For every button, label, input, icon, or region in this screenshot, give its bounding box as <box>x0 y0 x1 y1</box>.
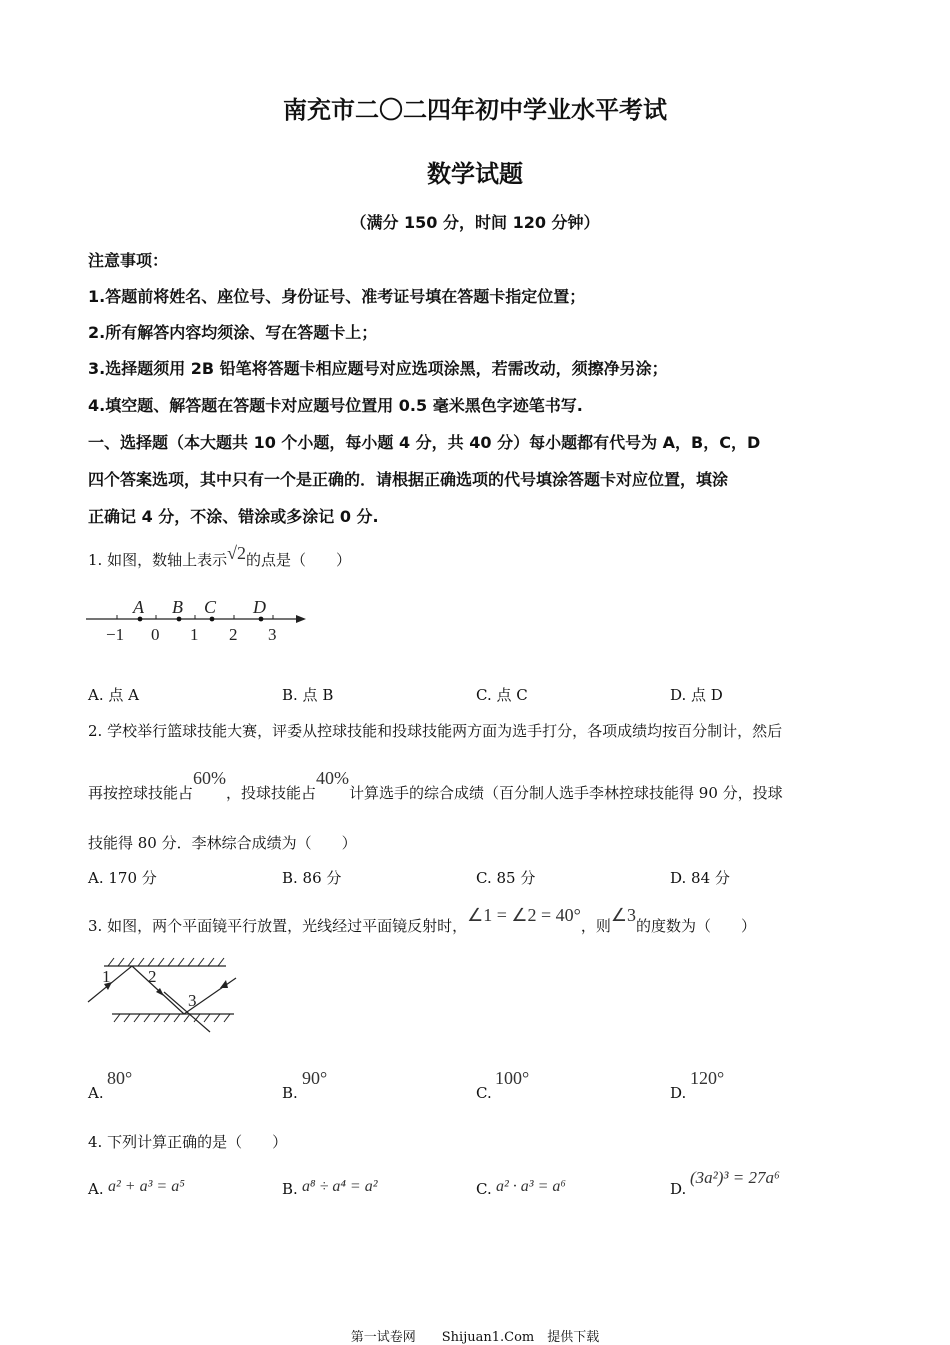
q4-option-b-letter[interactable]: B. <box>282 1180 298 1198</box>
q1-option-b[interactable]: B. 点 B <box>282 686 334 704</box>
tick-label: 3 <box>268 625 277 644</box>
q2-option-b[interactable]: B. 86 分 <box>282 869 342 887</box>
question-1-stem: 1. 如图，数轴上表示√2的点是（ ） <box>88 543 351 569</box>
notes-heading: 注意事项： <box>88 251 169 270</box>
q3-option-d-value[interactable]: 120° <box>690 1068 725 1088</box>
q3-option-c-letter[interactable]: C. <box>476 1084 492 1102</box>
point-label: B <box>172 597 183 617</box>
q3-option-b-letter[interactable]: B. <box>282 1084 298 1102</box>
mirror-figure <box>84 952 254 1038</box>
tick-label: 2 <box>229 625 238 644</box>
point-label: A <box>133 597 144 617</box>
point-label: D <box>253 597 266 617</box>
pct-60-math: 60% <box>193 768 227 788</box>
section-instructions-line: 四个答案选项，其中只有一个是正确的．请根据正确选项的代号填涂答题卡对应位置，填涂 <box>88 470 729 489</box>
angle-equation: ∠1 = ∠2 = 40° <box>467 905 581 925</box>
q4-option-a-letter[interactable]: A. <box>88 1180 104 1198</box>
footer-credit: 第一试卷网 Shijuan1.Com 提供下载 <box>350 1330 600 1345</box>
q3-option-a-letter[interactable]: A. <box>88 1084 104 1102</box>
q4-option-c-math[interactable]: a² · a³ = a⁶ <box>496 1178 566 1195</box>
number-line-figure <box>84 594 314 650</box>
point-label: C <box>204 597 217 617</box>
section-instructions-line: 正确记 4 分，不涂、错涂或多涂记 0 分. <box>88 507 379 526</box>
angle-label: 1 <box>102 967 111 986</box>
q3-option-a-value[interactable]: 80° <box>107 1068 133 1088</box>
tick-label: 0 <box>151 625 160 644</box>
section-instructions-line: 一、选择题（本大题共 10 个小题，每小题 4 分，共 40 分）每小题都有代号为 A，B，C，D <box>88 433 761 452</box>
q3-option-b-value[interactable]: 90° <box>302 1068 328 1088</box>
q2-option-d[interactable]: D. 84 分 <box>670 869 730 887</box>
note-item: 2.所有解答内容均须涂、写在答题卡上； <box>88 323 378 342</box>
q2-option-c[interactable]: C. 85 分 <box>476 869 536 887</box>
angle-label: 3 <box>188 991 197 1010</box>
question-2-line3: 技能得 80 分．李林综合成绩为（ ） <box>88 834 357 852</box>
exam-title: 南充市二〇二四年初中学业水平考试 <box>283 96 667 124</box>
question-4-stem: 4. 下列计算正确的是（ ） <box>88 1133 288 1151</box>
q4-option-d-math[interactable]: (3a²)³ = 27a⁶ <box>690 1168 780 1187</box>
q3-option-d-letter[interactable]: D. <box>670 1084 687 1102</box>
tick-label: −1 <box>106 625 125 644</box>
note-item: 1.答题前将姓名、座位号、身份证号、准考证号填在答题卡指定位置； <box>88 287 586 306</box>
angle-label: 2 <box>148 967 157 986</box>
q4-option-a-math[interactable]: a² + a³ = a⁵ <box>108 1178 185 1195</box>
q2-option-a[interactable]: A. 170 分 <box>88 869 157 887</box>
q4-option-b-math[interactable]: a⁸ ÷ a⁴ = a² <box>302 1178 378 1195</box>
q4-option-d-letter[interactable]: D. <box>670 1180 687 1198</box>
question-2-line1: 2. 学校举行篮球技能大赛，评委从控球技能和投球技能两方面为选手打分，各项成绩均按百分制计，然后 <box>88 722 783 740</box>
question-3-stem: 3. 如图，两个平面镜平行放置，光线经过平面镜反射时，∠1 = ∠2 = 40°，则∠3的度数为（ ） <box>88 905 757 935</box>
sqrt2-math: √2 <box>227 543 246 563</box>
exam-meta: （满分 150 分，时间 120 分钟） <box>350 213 600 232</box>
subject-title: 数学试题 <box>427 160 523 188</box>
q1-option-a[interactable]: A. 点 A <box>88 686 139 704</box>
q1-option-c[interactable]: C. 点 C <box>476 686 528 704</box>
angle-3-math: ∠3 <box>610 905 637 925</box>
note-item: 3.选择题须用 2B 铅笔将答题卡相应题号对应选项涂黑，若需改动，须擦净另涂； <box>88 359 668 378</box>
tick-label: 1 <box>190 625 199 644</box>
note-item: 4.填空题、解答题在答题卡对应题号位置用 0.5 毫米黑色字迹笔书写. <box>88 396 583 415</box>
q1-option-d[interactable]: D. 点 D <box>670 686 723 704</box>
pct-40-math: 40% <box>316 768 350 788</box>
q4-option-c-letter[interactable]: C. <box>476 1180 492 1198</box>
question-2-line2: 再按控球技能占60%，投球技能占40%计算选手的综合成绩（百分制人选手李林控球技能得 90 分，投球 <box>88 768 783 802</box>
q3-option-c-value[interactable]: 100° <box>495 1068 530 1088</box>
